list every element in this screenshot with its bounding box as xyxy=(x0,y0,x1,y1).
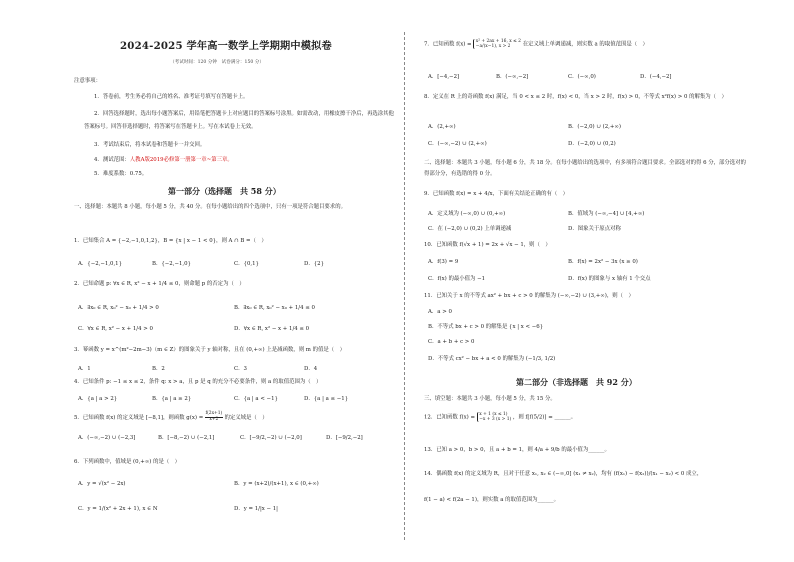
q12-piece-1: x + 1 (x ≤ 1) xyxy=(479,412,508,417)
q9-option-c: C．在 (−2,0) ∪ (0,2) 上单调递减 xyxy=(428,226,512,232)
q9-stem: 9．已知函数 f(x) = x + 4/x，下面有关结论正确的有（ ） xyxy=(424,191,569,197)
q10-option-b: B．f(x) = 2x² − 3x (x ≥ 0) xyxy=(568,259,638,265)
q11-stem: 11．已知关于 x 的不等式 ax² + bx + c > 0 的解集为 (−∞,−2) ∪ (3,+∞)，则（ ） xyxy=(424,293,634,299)
q5-frac-den: x+2 xyxy=(209,416,219,422)
part1-multi-instruction: 二、选择题：本题共 3 小题，每小题 6 分，共 18 分。在每小题给出的选项中，有多项符合题目要求。全部选对的得 6 分，部分选对的得部分分，有选错的得 0 分。 xyxy=(424,160,746,178)
q12-stem xyxy=(424,412,576,422)
q14-stem-line-2: f(1 − a) < f(2a − 1)，则实数 a 的取值范围为______。 xyxy=(424,497,560,503)
q12-stem-a: 12．已知函数 f(x) = xyxy=(424,414,475,421)
q14-stem-line-1: 14．偶函数 f(x) 的定义域为 R，且对于任意 x₁, x₂ ∈ (−∞,0] (x₁ ≠ x₂)，均有 (f(x₁) − f(x₂))/(x₁ − x₂) < 0 成立， xyxy=(424,471,703,477)
q12-piecewise xyxy=(477,412,511,422)
q3-option-b: B．2 xyxy=(152,366,165,372)
q5-option-a: A．(−∞,−2) ∪ (−2,3] xyxy=(78,435,136,441)
notice-item-5: 5．难度系数：0.75。 xyxy=(94,171,148,177)
notice-item-3: 3．考试结束后，将本试卷和答题卡一并交回。 xyxy=(94,142,206,148)
notice-item-4 xyxy=(94,157,233,164)
q6-option-a: A．y = √(x² − 2x) xyxy=(78,481,126,487)
notice-heading: 注意事项： xyxy=(74,78,101,84)
q5-option-c: C．[−9/2,−2) ∪ (−2,0] xyxy=(240,435,302,441)
q12-piece-2: −x + 3 (x > 1) xyxy=(479,417,512,423)
q7-option-c: C．(−∞,0) xyxy=(568,74,596,80)
q9-option-a: A．定义域为 (−∞,0) ∪ (0,+∞) xyxy=(428,211,506,217)
q7-option-d: D．(−4,−2] xyxy=(640,74,672,80)
q8-option-b: B．(−2,0) ∪ (2,+∞) xyxy=(568,124,621,130)
paper-title: 2024-2025 学年高一数学上学期期中模拟卷 xyxy=(120,40,332,52)
q2-option-b: B．∃x₀ ∈ R, x₀² − x₀ + 1/4 ≤ 0 xyxy=(234,305,315,311)
q7-stem-a: 7．已知函数 f(x) = xyxy=(424,41,472,48)
q6-option-d: D．y = 1/|x − 1| xyxy=(234,506,278,512)
q7-stem xyxy=(424,39,648,49)
notice-item-2: 2．回答选择题时，选出每小题答案后，用铅笔把答题卡上对应题目的答案标号涂黑。如需改动，用橡皮擦干净后，再选涂其他答案标号。回答非选择题时，将答案写在答题卡上。写在本试卷上无效。 xyxy=(84,111,394,131)
q10-stem: 10．已知函数 f(√x + 1) = 2x + √x − 1，则（ ） xyxy=(424,242,551,248)
q7-option-b: B．(−∞,−2] xyxy=(496,74,529,80)
q11-option-c: C．a + b + c > 0 xyxy=(428,339,475,345)
q3-option-d: D．4 xyxy=(304,366,318,372)
fold-line xyxy=(404,32,405,540)
q2-option-a: A．∃x₀ ∈ R, x₀² − x₀ + 1/4 > 0 xyxy=(78,305,159,311)
q5-option-b: B．[−8,−2) ∪ (−2,1] xyxy=(158,435,215,441)
q9-option-d: D．图象关于原点对称 xyxy=(568,226,621,232)
q2-option-c: C．∀x ∈ R, x² − x + 1/4 > 0 xyxy=(78,326,153,332)
part2-title: 第二部分（非选择题 共 92 分） xyxy=(516,377,637,387)
q5-stem-b: 的定义域是（ ） xyxy=(224,414,268,421)
q5-stem xyxy=(74,412,268,423)
q1-option-d: D．{2} xyxy=(304,261,325,267)
q5-stem-a: 5．已知函数 f(x) 的定义域是 [−8,1]，则函数 g(x) = xyxy=(74,414,204,421)
q4-option-d: D．{a | a ≤ −1} xyxy=(304,396,349,402)
q2-stem: 2．已知命题 p: ∀x ∈ R, x² − x + 1/4 ≤ 0，则命题 p 的否定为（ ） xyxy=(74,281,245,287)
q5-option-d: D．[−9/2,−2] xyxy=(326,435,363,441)
q1-option-b: B．{−2,−1,0} xyxy=(152,261,191,267)
q10-option-a: A．f(3) = 9 xyxy=(428,259,459,265)
q4-option-a: A．{a | a > 2} xyxy=(78,396,118,402)
q4-option-c: C．{a | a < −1} xyxy=(234,396,278,402)
q13-stem: 13．已知 a > 0，b > 0，且 a + b = 1，则 4/a + 9/b 的最小值为______。 xyxy=(424,447,610,453)
q8-stem: 8．定义在 R 上的奇函数 f(x) 满足，当 0 < x ≤ 2 时，f(x) < 0，当 x > 2 时，f(x) > 0，不等式 x²f(x) > 0 的解集为（ ） xyxy=(424,94,727,100)
q7-stem-b: 在定义域上单调递减，则实数 a 的取值范围是（ ） xyxy=(522,41,648,48)
q4-stem: 4．已知条件 p: −1 ≤ x ≤ 2，条件 q: x > a，且 p 是 q 的充分不必要条件，则 a 的取值范围为（ ） xyxy=(74,379,322,385)
q11-option-b: B．不等式 bx + c > 0 的解集是 {x | x < −6} xyxy=(428,324,544,330)
q1-stem: 1．已知集合 A = {−2,−1,0,1,2}，B = {x | x − 1 < 0}，则 A ∩ B =（ ） xyxy=(74,238,267,244)
q3-option-c: C．3 xyxy=(234,366,247,372)
q7-piecewise xyxy=(473,39,521,49)
part1-instruction: 一、选择题：本题共 8 小题，每小题 5 分，共 40 分。在每小题给出的四个选项中，只有一项是符合题目要求的。 xyxy=(74,204,346,210)
paper-subtitle: （考试时间：120 分钟 试卷满分：150 分） xyxy=(170,60,264,65)
part2-instruction: 三、填空题：本题共 3 小题，每小题 5 分，共 15 分。 xyxy=(424,396,556,402)
q12-stem-b: ，则 f[f(5/2)] = ______。 xyxy=(512,414,577,421)
q3-stem: 3．幂函数 y = x^(m²−2m−3)（m ∈ Z）的图象关于 y 轴对称，且在 (0,+∞) 上是减函数，则 m 的值是（ ） xyxy=(74,347,345,353)
q3-option-a: A．1 xyxy=(78,366,91,372)
q6-option-c: C．y = 1/(x² + 2x + 1), x ∈ N xyxy=(78,506,158,512)
q10-option-d: D．f(x) 的图象与 x 轴有 1 个交点 xyxy=(568,276,651,282)
q1-option-c: C．{0,1} xyxy=(234,261,259,267)
q2-option-d: D．∀x ∈ R, x² − x + 1/4 ≤ 0 xyxy=(234,326,310,332)
q7-piece-2: −a/(x−1), x > 2 xyxy=(475,44,511,50)
q4-option-b: B．{a | a ≥ 2} xyxy=(152,396,192,402)
q6-stem: 6．下列函数中，值域是 (0,+∞) 的是（ ） xyxy=(74,459,181,465)
q10-option-c: C．f(x) 的最小值为 −1 xyxy=(428,276,486,282)
part1-title: 第一部分（选择题 共 58 分） xyxy=(168,186,281,196)
q9-option-b: B．值域为 (−∞,−4] ∪ [4,+∞) xyxy=(568,211,645,217)
notice-item-4-label: 4．测试范围： xyxy=(94,157,130,163)
q8-option-c: C．(−∞,−2) ∪ (2,+∞) xyxy=(428,141,487,147)
q11-option-d: D．不等式 cx² − bx + a < 0 的解集为 (−1/3, 1/2) xyxy=(428,356,556,362)
q7-piece-1: x² + 2ax + 16, x ≤ 2 xyxy=(475,39,521,44)
notice-item-1: 1．答卷前，考生务必将自己的姓名、准考证号填写在答题卡上。 xyxy=(94,94,249,100)
q5-frac-num: f(2x+1) xyxy=(205,411,223,416)
q8-option-d: D．(−2,0) ∪ (0,2) xyxy=(568,141,616,147)
q5-fraction xyxy=(205,412,223,423)
q11-option-a: A．a > 0 xyxy=(428,309,452,315)
q8-option-a: A．(2,+∞) xyxy=(428,124,456,130)
q1-option-a: A．{−2,−1,0,1} xyxy=(78,261,123,267)
test-range-highlight: 人教A版2019必修第一册第一章~第三章。 xyxy=(129,157,233,163)
q7-option-a: A．[−4,−2] xyxy=(428,74,460,80)
q6-option-b: B．y = (x+2)/(x+1), x ∈ (0,+∞) xyxy=(234,481,319,487)
